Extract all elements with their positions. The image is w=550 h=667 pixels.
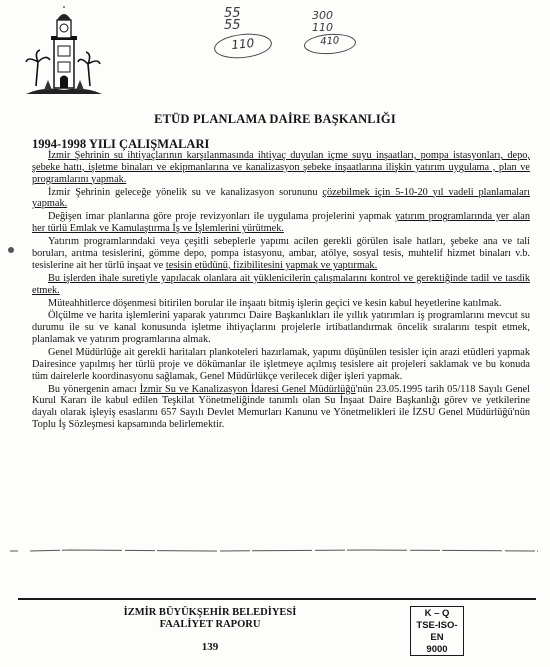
paragraph: İzmir Şehrinin su ihtiyaçlarının karşılanmasında ihtiyaç duyulan içme suyu inşaatları, pompa istasyonları, depo, şebeke hattı, işletme binaları ve ekipmanlarına ve kanalizasyon şebeke inşaatlarına ilişkin yatırım uygulama , plan ve programlarını yapmak. [32,150,530,185]
footer-rule [18,598,536,600]
stamp-line: K – Q [424,608,450,619]
paragraph: Müteahhitlerce döşenmesi bitirilen borular ile inşaatı bitmiş işlerin geçici ve kesin kabul heyetlerine katılmak. [48,297,502,309]
body-text [32,150,530,432]
paragraph: Değişen imar planlarına göre proje revizyonları ile uygulama projelerini yapmak yatırım programlarında yer alan her türlü Emlak ve Kamulaştırma İş ve İşlemlerini yürütmek. [32,211,530,235]
pen-stroke [10,548,540,554]
footer-org-line: İZMİR BÜYÜKŞEHİR BELEDİYESİ [123,607,297,618]
page-number: 139 [201,641,219,653]
margin-mark [8,247,14,253]
handwritten-note-right: 300 110 [312,9,333,34]
footer-organization [0,607,420,631]
period-subheading: 1994-1998 YILI ÇALIŞMALARI [32,137,210,151]
handwritten-note-left: 55 55 [224,6,241,33]
paragraph: Yatırım programlarındaki veya çeşitli sebeplerle yapımı acilen gerekli görülen isale hatları, şebeke ana ve tali boruları, arıtma tesislerini, gömme depo, pompa istasyonu, ambar, atölye, sosyal tesis, muhtelif hizmet binaları v.b. tesislerine ait her türlü inşaat ve tesisin etüdünü, fizibilitesini yapmak ve yaptırmak. [32,236,530,271]
stamp-line: 9000 [426,644,448,655]
paragraph: Ölçülme ve harita işlemlerini yaparak yatırımcı Daire Başkanlıkları ile yıllık yatırımları iş programlarını mevcut su durumu ile su ve kanal konusunda işletme ihtiyaçlarını projelerle irtibatlandırmak öncelik sıralarını tespit etmek, planlamak ve yatırım programlarına almak. [32,310,530,346]
quality-stamp [410,606,464,656]
department-heading: ETÜD PLANLAMA DAİRE BAŞKANLIĞI [154,112,396,126]
paragraph: Bu işlerden ihale suretiyle yapılacak olanlara ait yüklenicilerin çalışmalarını kontrol ve gerektiğinde tadil ve tasdik etmek. [32,272,530,296]
footer-report-line: FAALİYET RAPORU [159,619,261,630]
stamp-line: TSE-ISO-EN [416,620,458,643]
circled-total-right: 410 [303,32,356,56]
clock-tower-logo [24,6,104,96]
paragraph: İzmir Şehrinin geleceğe yönelik su ve kanalizasyon sorununu çözebilmek için 5-10-20 yıl vadeli planlamaları yapmak. [32,186,530,210]
paragraph: Bu yönergenin amacı İzmir Su ve Kanalizasyon İdaresi Genel Müdürlüğü'nün 23.05.1995 tarih 05/118 Sayılı Genel Kurul Kararı ile kabul edilen Teşkilat Yönetmeliğinde tanımlı olan Su İnşaat Daire Başkanlığı görev ve yetkilerine dayalı olarak işleyiş esaslarını 657 Sayılı Devlet Memurları Kanunu ve Yönetmelikleri ile İZSU Genel Müdürlüğü'nün Toplu İş Sözleşmesi kapsamında belirlemektir. [32,383,530,431]
paragraph: Genel Müdürlüğe ait gerekli haritaları plankoteleri hazırlamak, yapımı düşünülen tesisler için arazi etüdleri yapmak Dairesince yapılmış her türlü proje ve dökümanlar ile işletmeye açılmış tesislere ait projeleri saklamak ve bu konuda tüm dairelerle koordinasyonu sağlamak, Genel Müdürlükçe verilecek diğer işleri yapmak. [32,347,530,382]
circled-total-left: 110 [213,31,273,61]
